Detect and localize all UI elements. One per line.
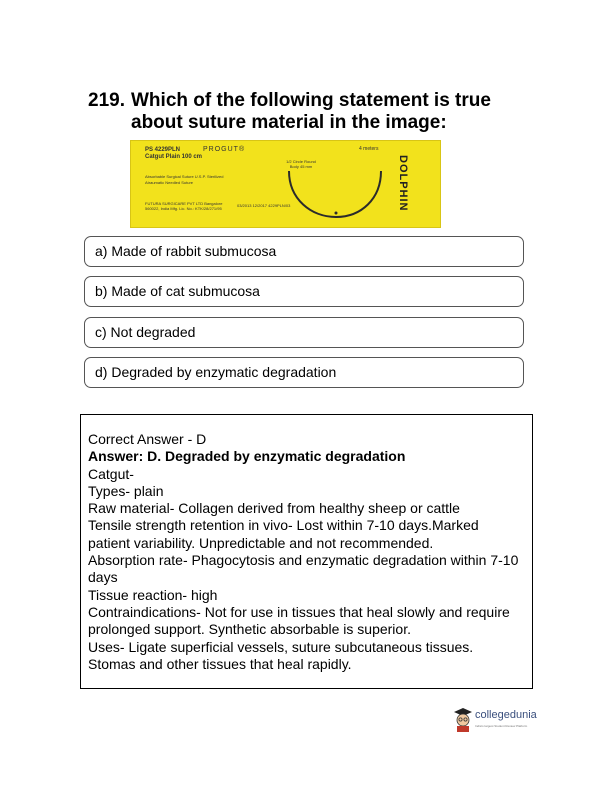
package-description: Absorbable Surgical Suture U.S.P. Sterilized Atraumatic Needled Suture [145, 174, 224, 185]
option-b[interactable]: b) Made of cat submucosa [84, 276, 524, 307]
needle-icon [281, 169, 391, 219]
package-company: FUTURA SURGICARE PVT LTD Bangalore 560022, India Mfg. Lic. No.: KTK/28/271/95 [145, 201, 223, 211]
package-lot: 03/2013 12/2017 4229PLN/03 [237, 203, 291, 208]
answer-line: Tensile strength retention in vivo- Lost within 7-10 days.Marked patient variability. Unpredictable and not recommended. [88, 517, 479, 551]
answer-line: Absorption rate- Phagocytosis and enzymatic degradation within 7-10 days [88, 552, 519, 586]
package-name: Catgut Plain 100 cm [145, 154, 203, 160]
package-length: 4 meters [359, 146, 379, 152]
question-number: 219. [88, 90, 125, 111]
answer-line: Contraindications- Not for use in tissues that heal slowly and require prolonged support. Synthetic absorbable is superior. [88, 603, 510, 638]
package-code: PS 4229PLN [145, 147, 181, 153]
package-brand: PROGUT® [203, 146, 246, 153]
answer-line: Uses- Ligate superficial vessels, suture subcutaneous tissues. Stomas and other tissues that heal rapidly. [88, 638, 474, 672]
answer-line: Types- plain [88, 482, 164, 499]
logo-text: collegedunia [475, 709, 537, 721]
correct-answer: Correct Answer - D [88, 431, 207, 447]
option-c[interactable]: c) Not degraded [84, 317, 524, 348]
answer-heading: Answer: D. Degraded by enzymatic degradation [88, 448, 406, 465]
graduate-mascot-icon [453, 706, 473, 732]
logo-tagline: India's largest Student Review Platform [475, 724, 528, 728]
suture-package-image [130, 140, 441, 228]
answer-box [80, 414, 533, 689]
answer-line: Raw material- Collagen derived from healthy sheep or cattle [88, 500, 460, 517]
question-text: Which of the following statement is true about suture material in the image: [131, 90, 491, 133]
option-d[interactable]: d) Degraded by enzymatic degradation [84, 357, 524, 388]
option-a[interactable]: a) Made of rabbit submucosa [84, 236, 524, 267]
answer-line: Tissue reaction- high [88, 586, 218, 603]
collegedunia-logo [453, 706, 543, 736]
package-logo: DOLPHIN [397, 155, 409, 212]
answer-line: Catgut- [88, 465, 134, 482]
package-needle-text: 1/2 Circle Round Body 45 mm [286, 159, 316, 169]
